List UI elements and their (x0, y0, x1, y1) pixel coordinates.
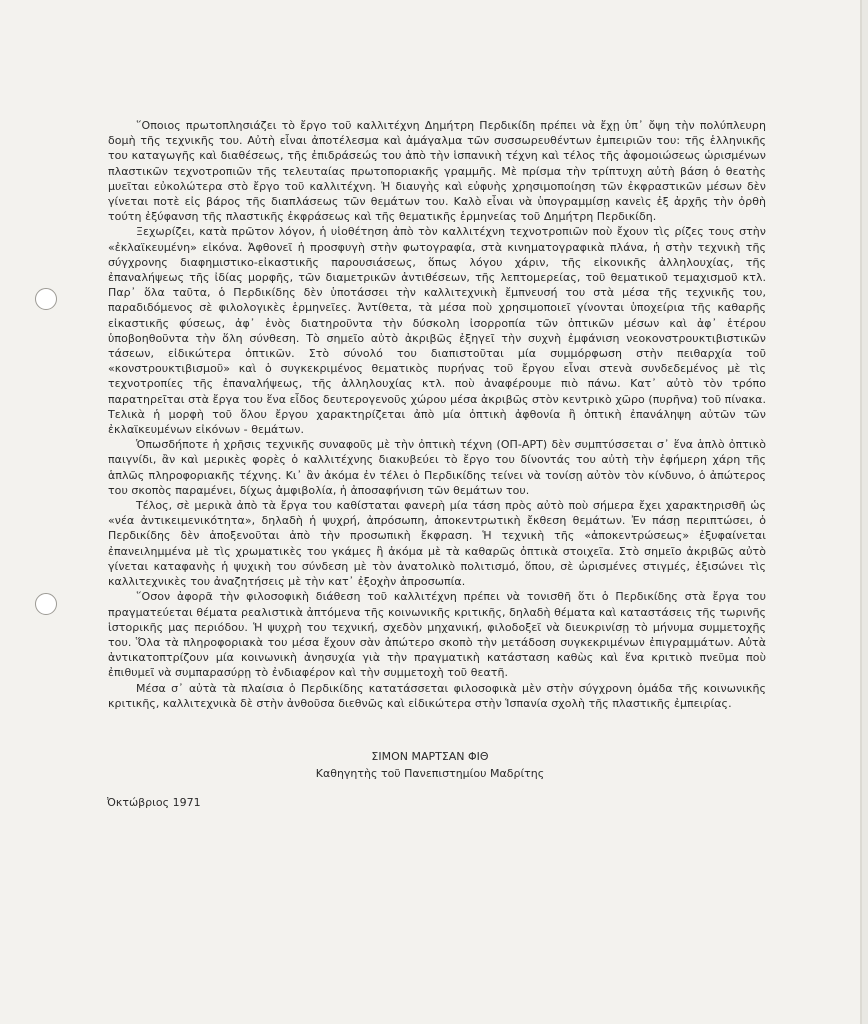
paragraph-1: ῞Οποιος πρωτοπλησιάζει τὸ ἔργο τοῦ καλλιτέχνη Δημήτρη Περδικίδη πρέπει νὰ ἔχῃ ὑπ᾽ ὄψη τὴν πολύπλευρη δομὴ τῆς τεχνικῆς του. Αὐτὴ εἶναι ἀποτέλεσμα καὶ ἀμάγαλμα τῶν συσσωρευθέντων ἐμπειριῶν του: τῆς ἑλληνικῆς του καταγωγῆς καὶ διαθέσεως, τῆς ἐπιδράσεώς του ἀπὸ τὴν ἱσπανικὴ τέχνη καὶ τέλος τῆς ἀφομοιώσεως ὡρισμένων πλαστικῶν τεχνοτροπιῶν τῆς τελευταίας πρωτοποριακῆς γραμμῆς. Μὲ πρίσμα τὴν τρίπτυχη αὐτὴ βάση ὁ θεατὴς μυεῖται εὐκολώτερα στὸ ἔργο τοῦ καλλιτέχνη. Ἡ διαυγὴς καὶ εὐφυὴς χρησιμοποίηση τῶν ἐκφραστικῶν μέσων δὲν γίνεται ποτὲ εἰς βάρος τῆς διαπλάσεως τῶν θεμάτων του. Καλὸ εἶναι νὰ ὑπογραμμίσῃ κανεὶς ἐξ ἀρχῆς τὴν ὀρθὴ τούτη ἐξύφανση τῆς πλαστικῆς ἐκφράσεως καὶ τῆς θεματικῆς ἑρμηνείας τοῦ Δημήτρη Περδικίδη. (108, 119, 766, 224)
signature-block (250, 748, 610, 782)
document-date: Ὀκτώβριος 1971 (107, 796, 201, 809)
punch-hole-top (35, 288, 57, 310)
essay-body (108, 118, 766, 711)
author-title: Καθηγητὴς τοῦ Πανεπιστημίου Μαδρίτης (315, 767, 545, 780)
paragraph-3: Ὁπωσδήποτε ἡ χρῆσις τεχνικῆς συναφοῦς μὲ τὴν ὀπτικὴ τέχνη (ΟΠ-ΑΡΤ) δὲν συμπτύσσεται σ᾽ ἕνα ἁπλὸ ὀπτικὸ παιγνίδι, ἂν καὶ μερικὲς φορὲς ὁ καλλιτέχνης διακυβεύει τὸ ἔργο του δίνοντάς του αὐτὴ τὴν ἐφήμερη χάρη τῆς ἁπλῶς πληροφοριακῆς τέχνης. Κι᾽ ἂν ἀκόμα ἐν τέλει ὁ Περδικίδης τείνει νὰ τονίσῃ αὐτὸν τὸν κίνδυνο, ὁ ἀπώτερος του σκοπὸς παραμένει, δίχως ἀμφιβολία, ἡ ἀποσαφήνιση τῶν θεμάτων του. (108, 438, 766, 497)
author-name: ΣΙΜΟΝ ΜΑΡΤΣΑΝ ΦΙΘ (371, 750, 489, 763)
punch-hole-bottom (35, 593, 57, 615)
paragraph-4: Τέλος, σὲ μερικὰ ἀπὸ τὰ ἔργα του καθίσταται φανερὴ μία τάση πρὸς αὐτὸ ποὺ σήμερα ἔχει χαρακτηρισθῆ ὡς «νέα ἀντικειμενικότητα», δηλαδὴ ἡ ψυχρή, ἀπρόσωπη, ἀποκεντρωτικὴ ἔκθεση θεμάτων. Ἐν πάσῃ περιπτώσει, ὁ Περδικίδης δὲν ἀποξενοῦται ἀπὸ τὴν προσωπικὴ ἔκφραση. Ἡ τεχνικὴ τῆς «ἀποκεντρώσεως» ἐξυφαίνεται ἐπανειλημμένα μὲ τὶς χρωματικὲς του γκάμες ἢ ἀκόμα μὲ τὰ καθαρῶς ὀπτικὰ στοιχεῖα. Στὸ σημεῖο ἀκριβῶς αὐτὸ γίνεται καταφανὴς ἡ ψυχικὴ του σύνδεση μὲ τὸν ἀνατολικὸ πολιτισμό, ὅπου, σὲ ὡρισμένες στιγμές, ἐξισώνει τὶς καλλιτεχνικὲς του ἀναζητήσεις μὲ τὴν κατ᾽ ἐξοχὴν ἀπροσωπία. (108, 499, 766, 589)
paragraph-2: Ξεχωρίζει, κατὰ πρῶτον λόγον, ἡ υἱοθέτηση ἀπὸ τὸν καλλιτέχνη τεχνοτροπιῶν ποὺ ἔχουν τὶς ρίζες τους στὴν «ἐκλαϊκευμένη» εἰκόνα. Ἀφθονεῖ ἡ προσφυγὴ στὴν φωτογραφία, στὰ κινηματογραφικὰ πλάνα, ἡ στὴν τεχνικὴ τῆς σύγχρονης διαφημιστικο-εἰκαστικῆς παρουσιάσεως, ὅπως λόγου χάριν, τῆς εἰκονικῆς ἀλληλουχίας, τῆς ἐπαναλήψεως τῆς ἰδίας μορφῆς, τῶν διαμετρικῶν ἀντιθέσεων, τῆς λεπτομερείας, τοῦ θεματικοῦ τεμαχισμοῦ κτλ. Παρ᾽ ὅλα ταῦτα, ὁ Περδικίδης δὲν ὑποτάσσει τὴν καλλιτεχνικὴ ἔμπνευσή του στὰ μέσα τῆς τεχνικῆς του, παραδιδόμενος σὲ φιλολογικὲς ἑρμηνεῖες. Ἀντίθετα, τὰ μέσα ποὺ χρησιμοποιεῖ γίνονται ὑποχείρια τῆς καθαρῆς εἰκαστικῆς φύσεως, ἀφ᾽ ἑνὸς διατηροῦντα τὴν δύσκολη ἰσορροπία τῶν ὀπτικῶν μέσων καὶ ἀφ᾽ ἑτέρου ὑποβοηθοῦντα τὴν ὅλη σύνθεση. Τὸ σημεῖο αὐτὸ ἀκριβῶς ἐξηγεῖ τὴν συχνὴ ἐμφάνιση νεοκονστρουκτιβιστικῶν τάσεων, εἰδικώτερα ὀπτικῶν. Στὸ σύνολό του διαπιστοῦται μία συμμόρφωση στὴν πειθαρχία τοῦ «κονστρουκτιβισμοῦ» καὶ ὁ συγκεκριμένος θεματικὸς πυρήνας τοῦ ἔργου εἶναι στενὰ συνδεδεμένος μὲ τὶς τεχνοτροπίες τῆς ἐπαναλήψεως, τῆς ἀλληλουχίας κτλ. ποὺ ἀναφέρουμε πιὸ πάνω. Κατ᾽ αὐτὸ τὸν τρόπο παρατηρεῖται στὰ ἔργα του ἕνα εἶδος δευτερογενοῦς χώρου μέσα ἀκριβῶς στὸν κεντρικὸ χῶρο (πυρῆνα) τοῦ πίνακα. Τελικὰ ἡ μορφὴ τοῦ ὅλου ἔργου χαρακτηρίζεται ἀπὸ μία ὀπτικὴ ἀφθονία ἢ ὀπτικὴ ἐπανάληψη αὐτῶν τῶν ἐκλαϊκευμένων εἰκόνων - θεμάτων. (108, 225, 766, 437)
paragraph-5: ῞Οσον ἀφορᾶ τὴν φιλοσοφικὴ διάθεση τοῦ καλλιτέχνη πρέπει νὰ τονισθῆ ὅτι ὁ Περδικίδης στὰ ἔργα του πραγματεύεται θέματα ρεαλιστικὰ ἀπτόμενα τῆς κοινωνικῆς κριτικῆς, δηλαδὴ θέματα καὶ καταστάσεις τῆς τωρινῆς ἱστορικῆς μας περιόδου. Ἡ ψυχρὴ του τεχνική, σχεδὸν μηχανική, φιλοδοξεῖ νὰ διευκρινίσῃ τὸ μήνυμα συμμετοχῆς του. Ὅλα τὰ πληροφοριακὰ του μέσα ἔχουν σὰν ἀπώτερο σκοπὸ τὴν μετάδοση συγκεκριμένων ἐπιγραμμάτων. Αὐτὰ ἀντικατοπτρίζουν μία κοινωνικὴ ἀνησυχία γιὰ τὴν πραγματικὴ κατάσταση καθὼς καὶ ἕνα κριτικὸ πνεῦμα ποὺ ἐπιθυμεῖ νὰ συμπαρασύρῃ τὸ ἐνδιαφέρον καὶ τὴν συμμετοχὴ τοῦ θεατῆ. (108, 590, 766, 680)
paragraph-6: Μέσα σ᾽ αὐτὰ τὰ πλαίσια ὁ Περδικίδης κατατάσσεται φιλοσοφικὰ μὲν στὴν σύγχρονη ὁμάδα τῆς κοινωνικῆς κριτικῆς, καλλιτεχνικὰ δὲ στὴν ἀνθοῦσα διεθνῶς καὶ εἰδικώτερα στὴν Ἱσπανία σχολὴ τῆς πλαστικῆς ἐμπειρίας. (108, 681, 766, 710)
